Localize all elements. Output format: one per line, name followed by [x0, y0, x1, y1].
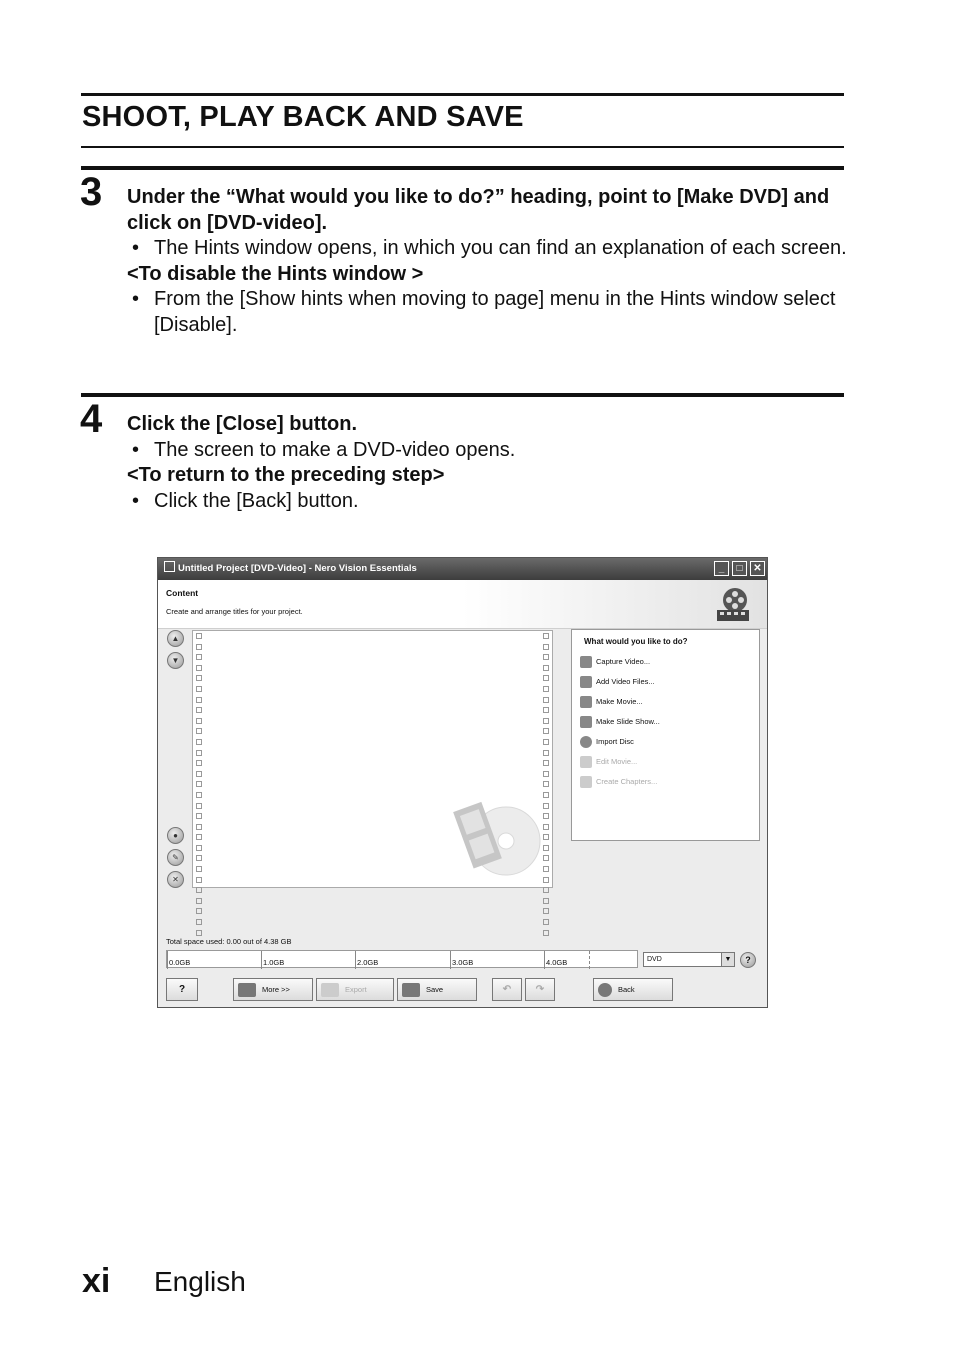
perforation-hole	[543, 792, 549, 798]
page-number: xi	[82, 1262, 111, 1300]
step4-number: 4	[80, 397, 103, 441]
space-tick-label: 3.0GB	[452, 958, 474, 967]
perforation-hole	[196, 750, 202, 756]
space-tick	[355, 951, 356, 969]
undo-button: ↶	[492, 978, 522, 1001]
step3-number: 3	[80, 170, 103, 214]
perforation-hole	[543, 739, 549, 745]
chapters-icon	[580, 776, 592, 788]
perforation-hole	[543, 813, 549, 819]
edit-movie-icon	[580, 756, 592, 768]
top-rule	[81, 93, 844, 96]
perforation-hole	[196, 760, 202, 766]
task-label: Make Movie...	[596, 697, 643, 706]
perforation-hole	[196, 654, 202, 660]
task-label: Import Disc	[596, 737, 634, 746]
task-import-disc[interactable]	[580, 734, 634, 750]
disc-type-value: DVD	[647, 956, 662, 963]
space-tick	[261, 951, 262, 969]
perforation-hole	[543, 845, 549, 851]
space-tick-label: 2.0GB	[357, 958, 379, 967]
perforation-hole	[196, 739, 202, 745]
perforation-hole	[543, 644, 549, 650]
perforation-hole	[543, 908, 549, 914]
perforation-hole	[543, 686, 549, 692]
step4-body	[127, 412, 847, 514]
camera-icon	[580, 656, 592, 668]
space-tick-label: 1.0GB	[263, 958, 285, 967]
perforation-hole	[196, 919, 202, 925]
perforation-hole	[543, 855, 549, 861]
perforation-hole	[543, 771, 549, 777]
task-make-slide-show[interactable]	[580, 714, 660, 730]
perforation-hole	[543, 675, 549, 681]
task-create-chapters	[580, 774, 657, 790]
task-label: Create Chapters...	[596, 777, 658, 786]
disc-help-icon[interactable]: ?	[740, 952, 756, 968]
play-icon[interactable]: ●	[167, 827, 184, 844]
nero-window	[157, 557, 768, 1008]
minimize-icon[interactable]: _	[714, 561, 729, 576]
back-button[interactable]	[593, 978, 673, 1001]
perforation-hole	[543, 697, 549, 703]
step3-heading: Under the “What would you like to do?” heading, point to [Make DVD] and click on [DVD-video].	[127, 186, 830, 234]
perforation-hole	[196, 887, 202, 893]
export-label: Export	[345, 985, 367, 994]
slideshow-icon	[580, 716, 592, 728]
perforation-hole	[543, 898, 549, 904]
space-used-label: Total space used: 0.00 out of 4.38 GB	[166, 937, 292, 946]
space-tick	[450, 951, 451, 969]
perforation-hole	[543, 718, 549, 724]
perforation-hole	[196, 898, 202, 904]
back-arrow-icon	[598, 983, 612, 997]
step4-subheading: <To return to the preceding step>	[127, 464, 445, 486]
film-reel-icon	[713, 584, 753, 624]
perforation-hole	[543, 707, 549, 713]
perforation-hole	[196, 834, 202, 840]
perforation-hole	[543, 750, 549, 756]
perforation-hole	[196, 855, 202, 861]
film-file-icon	[580, 676, 592, 688]
maximize-icon[interactable]: □	[732, 561, 747, 576]
perforation-hole	[196, 908, 202, 914]
task-label: Capture Video...	[596, 657, 651, 666]
save-button[interactable]	[397, 978, 477, 1001]
perforation-hole	[196, 824, 202, 830]
perforation-hole	[543, 930, 549, 936]
perforation-hole	[196, 781, 202, 787]
perforation-hole	[543, 654, 549, 660]
redo-button: ↷	[525, 978, 555, 1001]
perforation-hole	[196, 728, 202, 734]
perforation-hole	[543, 877, 549, 883]
perforation-hole	[196, 866, 202, 872]
space-tick-label: 0.0GB	[169, 958, 191, 967]
film-perforation-right	[543, 633, 548, 940]
perforation-hole	[196, 675, 202, 681]
film-perforation-left	[196, 633, 201, 940]
perforation-hole	[196, 792, 202, 798]
perforation-hole	[196, 845, 202, 851]
perforation-hole	[196, 633, 202, 639]
perforation-hole	[543, 824, 549, 830]
more-label: More >>	[262, 985, 290, 994]
perforation-hole	[196, 707, 202, 713]
step3-bullet-2-text: From the [Show hints when moving to page] menu in the Hints window select [Disable].	[154, 288, 836, 336]
perforation-hole	[543, 866, 549, 872]
step4-bullet-2-text: Click the [Back] button.	[154, 489, 359, 512]
app-icon	[164, 561, 175, 572]
step3-bullet-1: • The Hints window opens, in which you can find an explanation of each screen.	[132, 237, 847, 259]
move-up-icon[interactable]: ▲	[167, 630, 184, 647]
space-tick	[167, 951, 168, 969]
step3-bullet-2: • From the [Show hints when moving to page] menu in the Hints window select [Disable].	[132, 288, 836, 336]
section-title: SHOOT, PLAY BACK AND SAVE	[82, 101, 524, 133]
perforation-hole	[543, 834, 549, 840]
move-down-icon[interactable]: ▼	[167, 652, 184, 669]
content-label: Content	[166, 588, 199, 598]
space-used-bar	[166, 950, 638, 968]
task-make-movie[interactable]	[580, 694, 643, 710]
perforation-hole	[196, 877, 202, 883]
step4-bullet-1-text: The screen to make a DVD-video opens.	[154, 438, 516, 461]
perforation-hole	[543, 781, 549, 787]
task-capture-video[interactable]	[580, 654, 650, 670]
content-header	[158, 580, 767, 629]
more-button[interactable]	[233, 978, 313, 1001]
step4-bullet-1: • The screen to make a DVD-video opens.	[132, 438, 516, 461]
perforation-hole	[196, 697, 202, 703]
step3-subheading: <To disable the Hints window >	[127, 262, 424, 285]
perforation-hole	[543, 887, 549, 893]
title-list[interactable]	[192, 630, 553, 888]
close-icon[interactable]: ✕	[750, 561, 765, 576]
perforation-hole	[196, 813, 202, 819]
perforation-hole	[196, 665, 202, 671]
capacity-marker	[589, 951, 590, 969]
perforation-hole	[196, 930, 202, 936]
perforation-hole	[196, 803, 202, 809]
export-icon	[321, 983, 339, 997]
step3-bullet-1-text: The Hints window opens, in which you can find an explanation of each screen.	[154, 237, 847, 259]
task-edit-movie	[580, 754, 637, 770]
delete-icon[interactable]: ✕	[167, 871, 184, 888]
export-button	[316, 978, 394, 1001]
perforation-hole	[543, 919, 549, 925]
perforation-hole	[543, 633, 549, 639]
step4-rule	[81, 393, 844, 397]
chevron-down-icon[interactable]: ▼	[721, 953, 734, 966]
back-label: Back	[618, 985, 635, 994]
more-icon	[238, 983, 256, 997]
window-titlebar[interactable]	[158, 558, 767, 580]
task-label: Edit Movie...	[596, 757, 638, 766]
window-title: Untitled Project [DVD-Video] - Nero Vision Essentials	[178, 563, 417, 574]
task-label: Add Video Files...	[596, 677, 655, 686]
step3-body	[127, 185, 847, 338]
space-tick	[544, 951, 545, 969]
perforation-hole	[196, 644, 202, 650]
step4-heading: Click the [Close] button.	[127, 413, 357, 435]
disc-type-select[interactable]	[643, 952, 735, 967]
space-tick-label: 4.0GB	[546, 958, 568, 967]
step3-rule	[81, 166, 844, 170]
perforation-hole	[543, 803, 549, 809]
edit-icon[interactable]: ✎	[167, 849, 184, 866]
task-heading: What would you like to do?	[584, 637, 688, 646]
perforation-hole	[543, 728, 549, 734]
list-controls	[164, 630, 188, 892]
task-panel	[571, 629, 760, 841]
movie-icon	[580, 696, 592, 708]
title-underline	[81, 146, 844, 148]
disc-icon	[580, 736, 592, 748]
disc-film-icon	[451, 796, 541, 886]
task-label: Make Slide Show...	[596, 717, 660, 726]
content-description: Create and arrange titles for your project.	[166, 607, 303, 616]
task-add-video-files[interactable]	[580, 674, 655, 690]
language-label: English	[154, 1266, 246, 1297]
perforation-hole	[543, 665, 549, 671]
save-label: Save	[426, 985, 444, 994]
perforation-hole	[196, 771, 202, 777]
floppy-icon	[402, 983, 420, 997]
perforation-hole	[543, 760, 549, 766]
perforation-hole	[196, 718, 202, 724]
help-button[interactable]: ?	[166, 978, 198, 1001]
step4-bullet-2: • Click the [Back] button.	[132, 489, 359, 512]
perforation-hole	[196, 686, 202, 692]
